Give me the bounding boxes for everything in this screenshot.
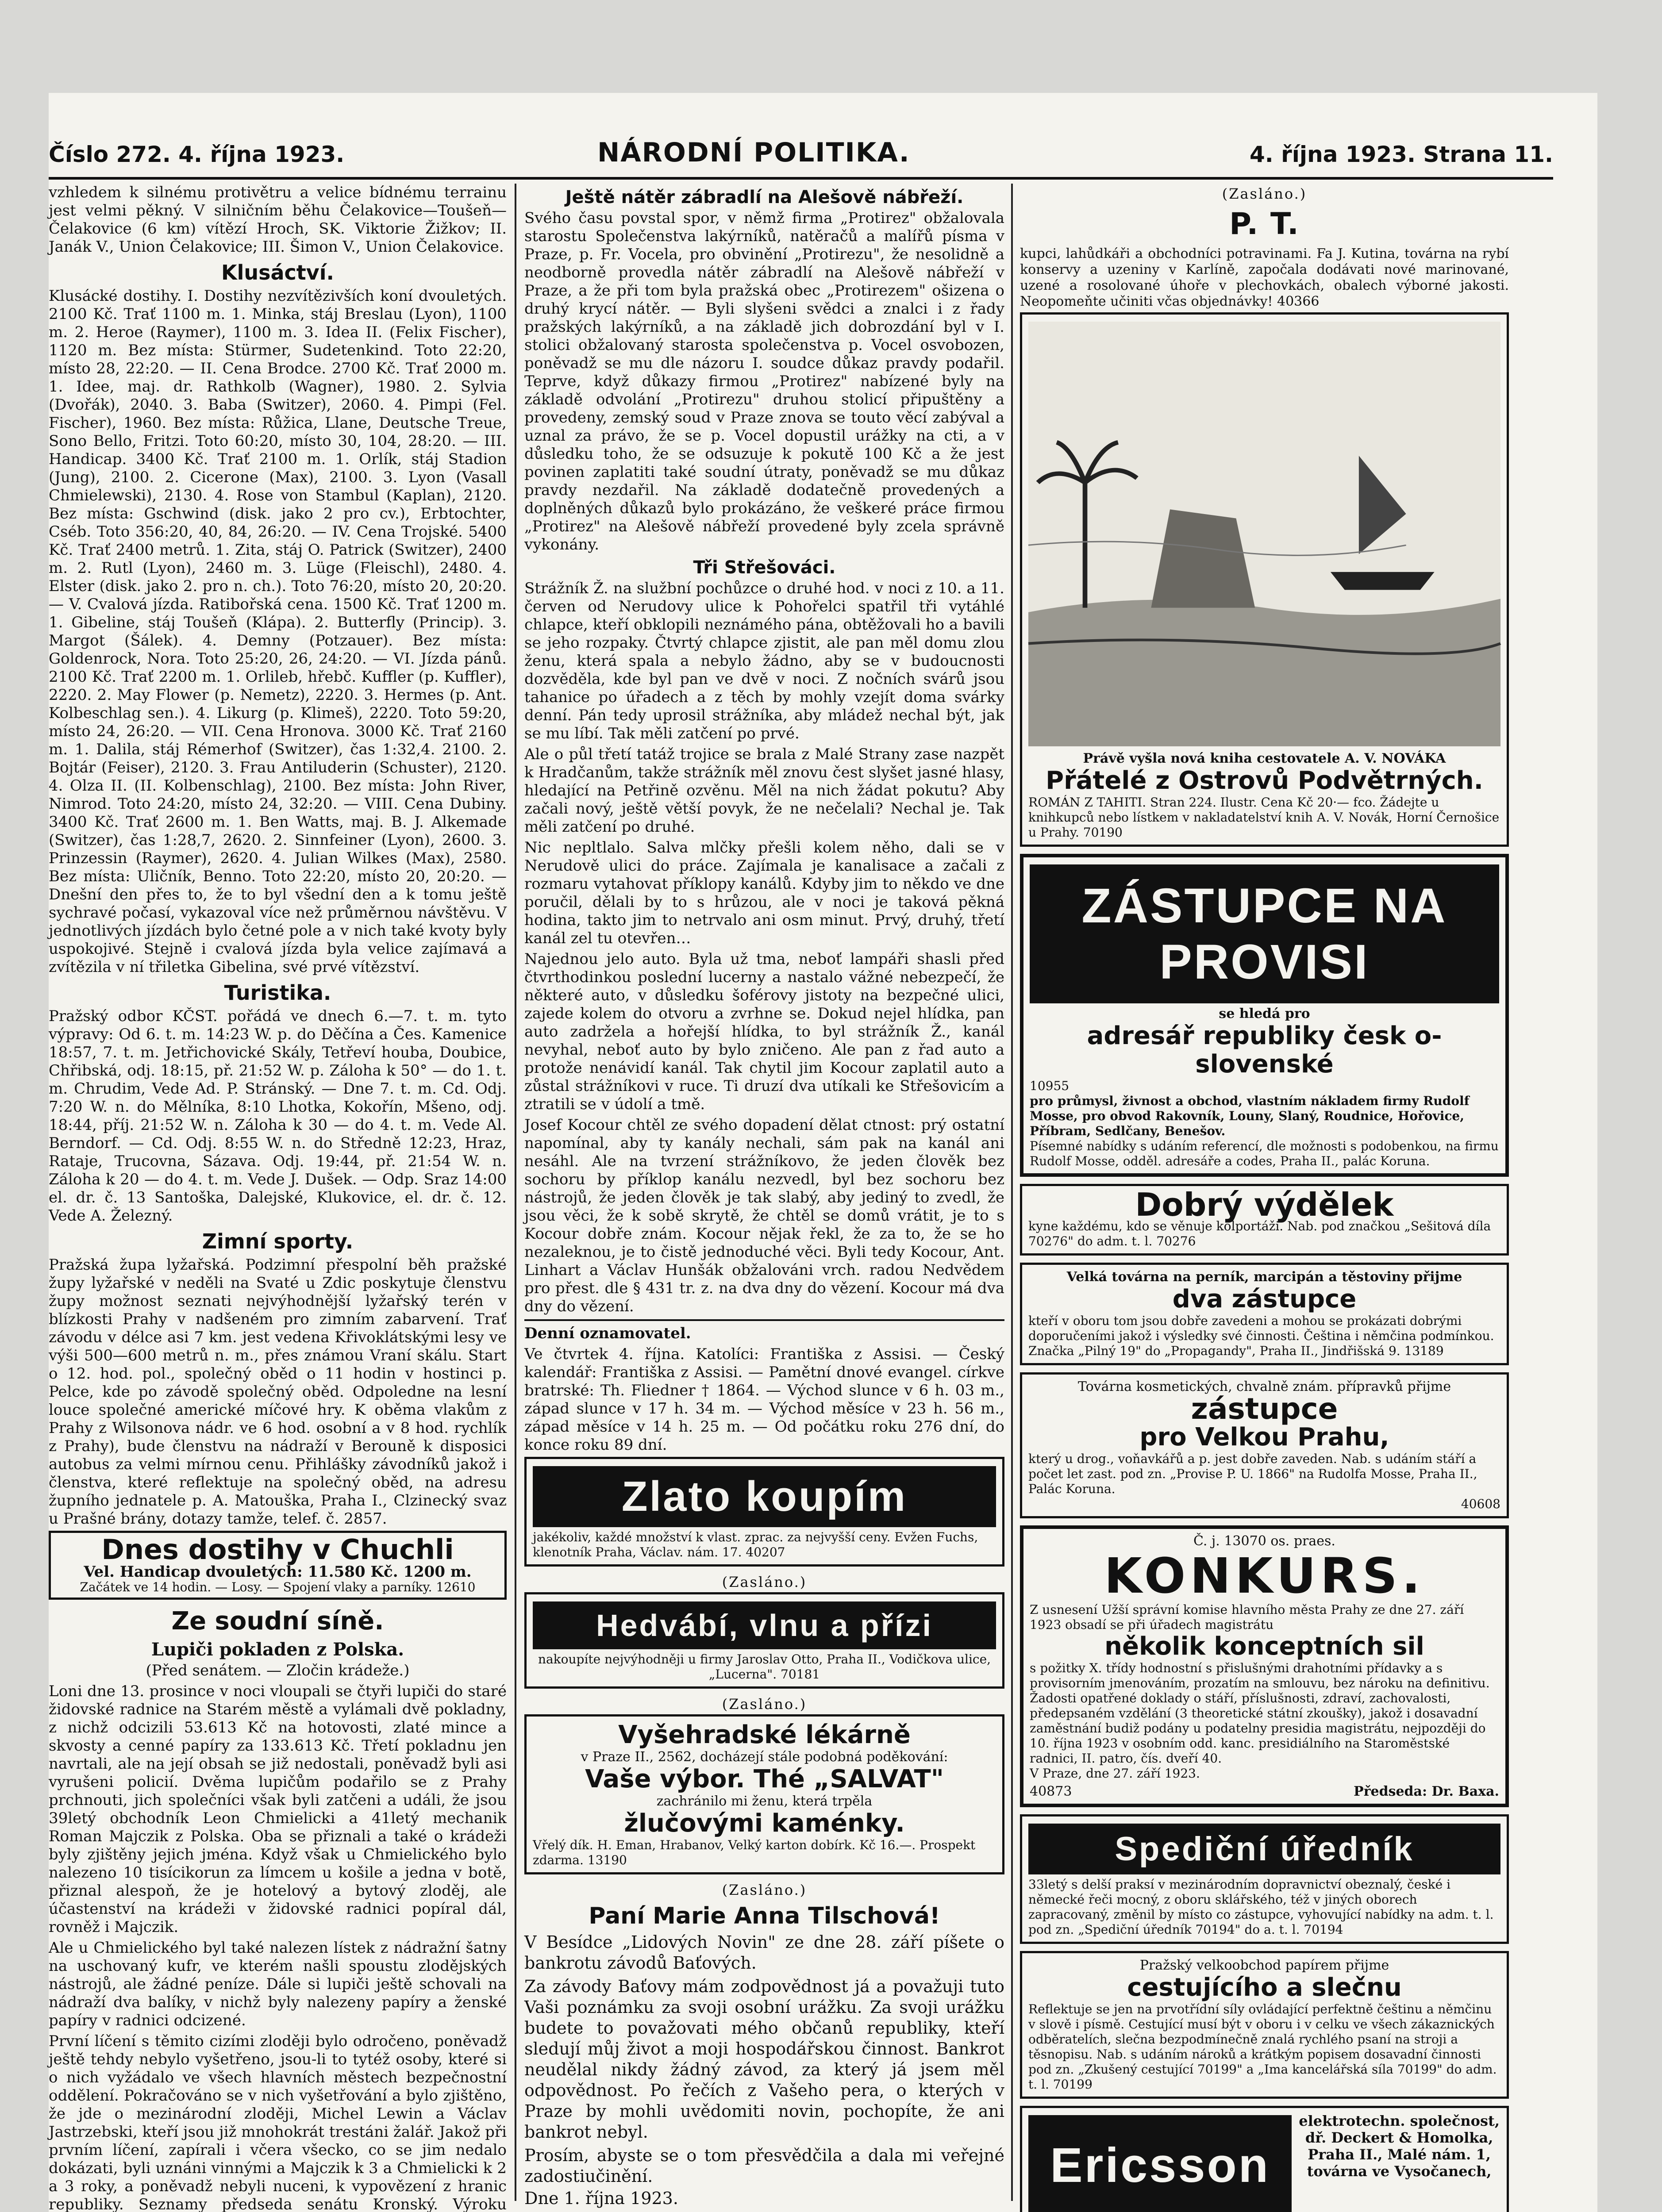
ad-hedvabi-title: Hedvábí, vlnu a přízi — [533, 1601, 996, 1649]
section-soud-sub: Lupiči pokladen z Polska. — [151, 1639, 404, 1660]
ad-zastupce-provisi — [1020, 854, 1509, 1177]
konkurs-num: 40873 — [1030, 1784, 1072, 1799]
ad-zastupce-sub2: adresář republiky česk o-slovenské — [1087, 1022, 1442, 1079]
section-zimni-title: Zimní sporty. — [202, 1229, 354, 1253]
zaslano-label: (Zasláno.) — [722, 1696, 807, 1713]
sport-intro: vzhledem k silnému protivětru a velice bídnému terrainu jest velmi pěkný. V silničním běhu Čelakovice—Toušeň—Čelakovice (6 km) vítězí Hroch, SK. Viktorie Žižkov; II. Janák V., Union Čelakovice; III. Šimon V., Union Čelakovice. — [49, 184, 507, 256]
ad-zlato-title: Zlato koupím — [533, 1466, 996, 1527]
header-rule — [49, 177, 1553, 180]
column-2 — [524, 184, 1004, 2208]
ad-ericsson — [1020, 2106, 1509, 2212]
ad-dobry-vydelek — [1020, 1184, 1509, 1256]
column-divider-2 — [1011, 184, 1013, 2201]
section-klusactvi-text: Klusácké dostihy. I. Dostihy nezvítězivších koní dvouletých. 2100 Kč. Trať 1100 m. 1. Minka, stáj Breslau (Lyon), 1100 m. 2. Heroe (Raymer), 1100 m. 3. Idea II. (Felix Fischer), 1120 m. Bez místa: Stürmer, Sudetenkind. Toto 22:20, místo 28, 22:20. — II. Cena Brodce. 2700 Kč. Trať 2000 m. 1. Idee, maj. dr. Rathkolb (Wagner), 1980. 2. Sylvia (Dvořák), 2040. 3. Baba (Switzer), 2060. 4. Pimpi (Fel. Fischer), 1960. Bez místa: Růžica, Llane, Deutsche Treue, Sono Bello, Fritzi. Toto 60:20, místo 30, 104, 28:20. — III. Handicap. 3400 Kč. Trať 2100 m. 1. Orlík, stáj Stadion (Jung), 2100. 2. Cicerone (Max), 2100. 3. Lyon (Vasall Chmielewski), 2130. 4. Rose von Stambul (Kaplan), 2120. Bez místa: Gschwind (disk. jako 2 pro cv.), Erbtochter, Cséb. Toto 356:20, 40, 84, 26:20. — IV. Cena Trojské. 5400 Kč. Trať 2400 metrů. 1. Zita, stáj O. Patrick (Switzer), 2400 m. 2. Rutl (Lyon), 2460 m. 3. Lüge (Fleischl), 2480. 4. Elster (disk. jako 2. pro n. ch.). Toto 76:20, místo 20, 20:20. — V. Cvalová jízda. Ratibořská cena. 1500 Kč. Trať 1200 m. 1. Gibeline, stáj Toušeň (Klápa). 2. Butterfly (Princip). 3. Margot (Šálek). 4. Demny (Potzauer). Bez místa: Goldenrock, Nora. Toto 25:20, 26, 24:20. — VI. Jízda pánů. 2100 Kč. Trať 2200 m. 1. Orlileb, hřebč. Kuffler (p. Kuffler), 2220. 2. May Flower (p. Nemetz), 2220. 3. Hermes (p. Ant. Kolbeschlag sen.). 4. Likurg (p. Klimeš), 2220. Toto 59:20, místo 24, 26:20. — VII. Cena Hronova. 3000 Kč. Trať 2160 m. 1. Dalila, stáj Rémerhof (Switzer), čas 1:32,4. 2100. 2. Bojtár (Feiser), 2120. 3. Frau Antiluderin (Schuster), 2120. 4. Olza II. (II. Kolbenschlag), 2100. Bez místa: John River, Nimrod. Toto 24:20, místo 24, 32:20. — VIII. Cena Dubiny. 3400 Kč. Trať 2600 m. 1. Ben Watts, maj. B. J. Alkemade (Switzer), čas 1:28,7, 2620. 2. Sinnfeiner (Lyon), 2600. 3. Prinzessin (Raymer), 2620. 4. Julian Wilkes (Max), 2580. Bez místa: Uličník, Benno. Toto 22:20, místo 20, 20:20. — Dnešní den přes to, že to byl všední den a k tomu ještě sychravé počasí, vykazoval více než průměrnou návštěvu. V jednotlivých jízdách bylo četné pole a v nich také kvoty byly uspokojivé. Stejně i cvalová jízda byla velice zajímavá a zvítězila v ní třiletka Gibelina, své prvé vítězství. — [49, 287, 507, 976]
section-turistika-text: Pražský odbor KČST. pořádá ve dnech 6.—7. t. m. tyto výpravy: Od 6. t. m. 14:23 W. p. do Děčína a Čes. Kamenice 18:57, 7. t. m. Jetřichovické Skály, Tetřeví houba, Doubice, Chřibská, odj. 18:15, př. 21:52 W. p. Záloha k 50° — do 1. t. m. Chrudim, Vede Ad. P. Stránský. — Dne 7. t. m. Cd. Odj. 7:20 W. n. do Mělníka, 8:10 Lhotka, Kokořín, Mšeno, odj. 18:44, příj. 21:52 W. n. Záloha k 30 — do 4. t. m. Vede Al. Berndorf. — Cd. Odj. 8:55 W. n. do Středně 12:23, Hraz, Rataje, Trucovna, Sázava. Odj. 19:44, př. 21:54 W. n. Záloha k 20 — do 4. t. m. Vede J. Dušek. — Odp. Sraz 14:00 el. dr. č. 13 Santoška, Dalejské, Klukovice, el. dr. č. 12. Vede A. Železný. — [49, 1007, 507, 1225]
ericsson-logo: Ericsson — [1028, 2115, 1292, 2212]
ad-lekarna-sub: v Praze II., 2562, docházejí stále podobná poděkování: — [581, 1749, 948, 1765]
issue-number: Číslo 272. 4. října 1923. — [49, 142, 345, 167]
ad-zlato-small: jakékoliv, každé množství k vlast. zprac. za nejvyšší ceny. Evžen Fuchs, klenotník Praha, Václav. nám. 17. 40207 — [533, 1530, 978, 1559]
section-turistika-title: Turistika. — [224, 981, 331, 1005]
ad-dnes-dostihy — [49, 1531, 507, 1600]
zaslano-label: (Zasláno.) — [722, 1882, 807, 1898]
article-zabradli-text: Svého času povstal spor, v němž firma „Protirez" obžalovala starostu Společenstva lakýrníků, natěračů a malířů písma v Praze, p. Fr. Vocela, pro obvinění „Protirezu", že nesolidně a neodborně provedla nátěr zábradlí na Alešově nábřeží v Praze, a že při tom byla pražská obec „Protirezem" ošizena o druhý krycí nátěr. — Byli slyšeni svědci a znalci i z řady pražských lakýrníků, a na základě jich dobrozdání byl v I. stolici obžalovaný starosta společenstva p. Vocel osvobozen, poněvadž se mu dle názoru I. soudce důkaz pravdy podařil. Teprve, když důkazy firmou „Protirez" nabízené byly na základě odvolání „Protirezu" druhou stolicí připuštěny a provedeny, zemský soud v Praze znova se touto věcí zabýval a uznal za právo, že se p. Vocel dopustil urážky na cti, a v důsledku toho, že se odsuzuje k pokutě 100 Kč a že jest povinen zaplatiti také soudní útraty, poněvadž se mu důkaz pravdy nezdařil. Na základě dodatečně provedených a doplněných důkazů bylo prokázáno, že veškeré práce firmou „Protirez" na Alešově nábřeží provedené byly zcela správně vykonány. — [524, 209, 1004, 553]
bata-date: Dne 1. října 1923. — [524, 2189, 678, 2208]
ad-kosm-num: 40608 — [1461, 1497, 1500, 1511]
ad-lekarna-big: Vaše výbor. Thé „SALVAT" — [585, 1765, 944, 1793]
ad-hedvabi — [524, 1592, 1004, 1689]
ad-dobry-small: kyne každému, kdo se věnuje kolportáži. Nab. pod značkou „Sešitová díla 70276" do adm. t. l. 70276 — [1028, 1219, 1491, 1248]
ad-papir-line: Pražský velkoobchod papírem přijme — [1139, 1958, 1389, 1973]
konkurs-ref: Č. j. 13070 os. praes. — [1193, 1533, 1335, 1549]
article-stresovaci-title: Tři Střešováci. — [693, 557, 836, 578]
konkurs-p2: s požitky X. třídy hodnostní s přislušnými drahotními přídavky a s provisorním jmenováním, prozatím na smlouvu, bez nároku na definitivu. — [1030, 1661, 1490, 1690]
ad-kosm-title: zástupce — [1191, 1392, 1338, 1426]
newspaper-page — [49, 93, 1597, 2212]
ad-lekarna-title: Vyšehradské lékárně — [618, 1720, 911, 1749]
ad-zastupce-small: pro průmysl, živnost a obchod, vlastním nákladem firmy Rudolf Mosse, pro obvod Rakovník, Louny, Slaný, Roudnice, Hořovice, Příbram, Sedlčany, Benešov. — [1030, 1094, 1470, 1138]
article-stresovaci-p6: Josef Kocour chtěl ze svého dopadení dělat ctnost: prý ostatní napomínal, aby ty kanály nechali, sám pak na kanál ani nesáhl. Ale na tvrzení strážníkovo, že jeden člověk bez sochoru by příklop kanálu nezvedl, byl bez sochoru bez nástrojů, že jeden člověk je tak slabý, aby jediný to zvedl, že jsou věci, že k sobě skrytě, že chtěl se domů vrátit, je to s Kocour dobře znám. Kocour nějak řekl, že za to, že se ho nezaleknou, je to čistě jednoduché věci. Byli tedy Kocour, Ant. Linhart a Václav Hunšák obžalováni vrch. radou Nedvědem pro přest. dle § 431 tr. z. na dva dny do vězení. Kocour má dva dny do vězení. — [524, 1116, 1004, 1315]
bata-p3: Prosím, abyste se o tom přesvědčila a dala mi veřejné zadostiučinění. — [524, 2146, 1004, 2186]
ad-lekarna — [524, 1714, 1004, 1874]
bata-title: Paní Marie Anna Tilschová! — [589, 1903, 940, 1929]
ad-novak — [1020, 312, 1509, 847]
denni-text: Ve čtvrtek 4. října. Katolíci: Františka z Assisi. — Český kalendář: Františka z Assisi. — Pamětní dnové evangel. církve bratrské: Th. Fliedner † 1864. — Východ slunce v 6 h. 03 m., západ slunce v 17 h. 34 m. — Východ měsíce v 23 h. 56 m., západ měsíce v 14 h. 25 m. — Od počátku roku 276 dní, do konce roku 89 dní. — [524, 1345, 1004, 1454]
section-soud-p2: Ale u Chmielického byl také nalezen lístek z nádražní šatny na uschovaný kufr, ve kterém našli spoustu zlodějských nástrojů, ale žádné peníze. Dále si lupiči ještě schovali na nádraží dva balíky, v nichž byly nalezeny papíry a ženské papíry v radnici odcizené. — [49, 1939, 507, 2029]
konkurs-p3: Žadosti opatřené doklady o stáří, příslušnosti, zdraví, zachovalosti, předepsaném vzdělání (3 theoretické státní zkoušky), jakož i dosavadní zaměstnání budiž podány u podatelny presidia magistrátu, nejpozději do 10. října 1923 v osobním odd. kanc. presidiálního na Staroměstské radnici, II. patro, čís. dveří 40. — [1030, 1691, 1486, 1766]
denni-title: Denní oznamovatel. — [524, 1325, 691, 1342]
ad-dnes-line: Vel. Handicap dvouletých: 11.580 Kč. 1200 m. — [84, 1563, 472, 1581]
ad-velka-tovarna — [1020, 1263, 1509, 1365]
ad-dnes-title: Dnes dostihy v Chuchli — [101, 1533, 454, 1566]
ad-sped-small: 33letý s delší praksí v mezinárodním dopravnictví obeznalý, české i německé řeči mocný, z oboru sklářského, též v jiných oborech zapracovaný, změnil by místo co zástupce, vyhovující nabídky na adm. t. l. pod zn. „Spediční úředník 70194" do a. t. l. 70194 — [1028, 1877, 1494, 1937]
ad-lekarna-big2: žlučovými kaménky. — [624, 1809, 905, 1838]
bata-p1: V Besídce „Lidových Novin" ze dne 28. září píšete o bankrotu závodů Baťových. — [524, 1932, 1004, 1973]
article-stresovaci-p4: Nic nepltlalo. Salva mlčky přešli kolem něho, dali se v Nerudově ulici do práce. Zajímala je kanalisace a začali z rozmaru vytahovat příklopy kanálů. Kdyby jim to někdo ve dne poručil, dělali by to s hrůzou, ale v noci je taková pěkná hodina, takto jim to netrvalo ani osm minut. Prvý, druhý, třetí kanál zel tu otevřen… — [524, 839, 1004, 947]
article-zabradli-title: Ještě nátěr zábradlí na Alešově nábřeží. — [565, 187, 964, 207]
konkurs-sig: Předseda: Dr. Baxa. — [1354, 1784, 1499, 1799]
ad-hedvabi-small: nakoupíte nejvýhodněji u firmy Jaroslav Otto, Praha II., Vodičkova ulice, „Lucerna". 70181 — [538, 1652, 991, 1682]
ad-dnes-small: Začátek ve 14 hodin. — Losy. — Spojení vlaky a parníky. 12610 — [80, 1580, 476, 1594]
section-soud-sub2: (Před senátem. — Zločin krádeže.) — [146, 1662, 410, 1679]
column-3 — [1020, 184, 1509, 2201]
article-stresovaci-p2: Strážník Ž. na službní pochůzce o druhé hod. v noci z 10. a 11. červen od Nerudovy ulice k Pohořelci spatřil tři vytáhlé chlapce, kteří obklopili neznámého pána, obtěžovali ho a bavili se jeho rozpaky. Čtvrtý chlapce zjistit, ale pan měl domu zlou ženu, která spala a nebylo žádno, aby se v budoucnosti dozvěděla, kde byl pan ve dvě v noci. Z nočních svárů jsou tahanice po úřadech a z těch by mohly vzejít doma svárky denní. Pán tedy uprosil strážníka, aby mládež nechal být, jak se mu líbí. Tak měli zatčení po prvé. — [524, 580, 1004, 742]
ad-kosm-small: který u drog., voňavkářů a p. jest dobře zaveden. Nab. s udáním stáří a počet let zast. pod zn. „Provise P. U. 1866" na Rudolfa Mosse, Praha II., Palác Koruna. — [1028, 1452, 1477, 1496]
ad-zastupce-num: 10955 — [1030, 1079, 1070, 1093]
tahiti-illustration — [1028, 322, 1500, 746]
pt-title: P. T. — [1229, 207, 1300, 242]
konkurs-signature — [1030, 1784, 1499, 1799]
ad-lekarna-sub2: zachránilo mi ženu, která trpěla — [656, 1793, 873, 1809]
ad-velka-line: Velká továrna na perník, marcipán a těstoviny přijme — [1066, 1269, 1462, 1285]
ad-kosm-title2: pro Velkou Prahu, — [1139, 1423, 1389, 1452]
masthead-title: NÁRODNÍ POLITIKA. — [597, 137, 910, 168]
ericsson-side: elektrotechn. společnost, dř. Deckert & Homolka, Praha II., Malé nám. 1, továrna ve Vysočanech, — [1299, 2112, 1500, 2180]
ad-papir-title: cestujícího a slečnu — [1127, 1973, 1402, 2002]
konkurs-big: několik konceptních sil — [1104, 1632, 1424, 1661]
ad-sped-title: Spediční úředník — [1028, 1824, 1500, 1874]
column-divider-1 — [515, 184, 516, 2201]
ad-lekarna-small: Vřelý dík. H. Eman, Hrabanov, Velký karton dobírk. Kč 16.—. Prospekt zdarma. 13190 — [533, 1838, 976, 1867]
date-page: 4. října 1923. Strana 11. — [1249, 142, 1553, 167]
ad-spedicni — [1020, 1814, 1509, 1944]
section-soud-p1: Loni dne 13. prosince v noci vloupali se čtyři lupiči do staré židovské radnice na Starém městě a vylámali dvě pokladny, z nichž odcizili 53.613 Kč na hotovosti, zlaté mince a skvosty a cenné papíry za 133.613 Kč. Třetí pokladnu jen navrtali, ale na její obsah se již nedostali, poněvadž byli asi vyrušeni policií. Dvěma lupičům podařilo se z Prahy prchnouti, jich společníci však byli zatčeni a událi, že jsou 39letý obchodník Leon Chmielicki a 41letý mechanik Roman Majczik z Polska. Oba se přiznali a také o krádeži byly zjištěny jejich jména. Když však u Chmielického bylo nalezeno 10 tisícikorun za límcem u košile a jedna v botě, přiznal alespoň, že je hotelový a bytový zloděj, ale účastenství na krádeži v židovské radnici popíral dál, rovněž i Majczik. — [49, 1682, 507, 1936]
column-1 — [49, 184, 507, 2212]
section-soud-title: Ze soudní síně. — [171, 1607, 384, 1636]
page-header — [49, 137, 1553, 173]
article-stresovaci-p3: Ale o půl třetí tatáž trojice se brala z Malé Strany zase nazpět k Hradčanům, takže strážník měl znovu čest slyšet jasné hlasy, hledající na Petřině ozvěnu. Měl na nich žádat pokutu? Aby začali nový, ještě větší povyk, že ne nečelali? Nechal je. Tak měli zatčení po druhé. — [524, 745, 1004, 836]
section-soud-p3: První líčení s těmito cizími zloději bylo odročeno, poněvadž ještě tehdy nebylo vyšetřeno, jsou-li to tytéž osoby, které si o nich vyžádalo ve všech hlavních městech bezpečnostní oddělení. Pokračováno se v nich vyšetřování a bylo zjištěno, že jde o mezinárodní zloději, Michel Lewin a Václav Jastrzebski, kteří jsou již mnohokrát trestáni žalář. Jakož při prvním líčení, zapírali i včera všecko, co se jim nedalo dokázati, byli uznáni vinnými a Majczik k 3 a Chmielicki k 2 a 3 roky, a poněvadž nebyli nuceni, k vypovězení z hranic republiky. Seznamy předseda senátu Kronský. Výroku — [49, 2032, 507, 2212]
ad-zastupce-small2: Písemné nabídky s udáním referencí, dle možnosti s podobenkou, na firmu Rudolf Mosse, odděl. adresáře a codes, Praha II., palác Koruna. — [1030, 1139, 1499, 1168]
ad-velka-title: dva zástupce — [1172, 1285, 1357, 1313]
ad-papir-small: Reflektuje se jen na prvotřídní síly ovládající perfektně češtinu a němčinu v slově i písmě. Cestující musí být v oboru i v celku ve všech zákaznických odběratelích, slečna bezpodmínečně znalá rychlého psaní na stroji a těsnopisu. Nab. s udáním nároků a krátkým popisem dosavadní činnosti pod zn. „Zkušený cestující 70199" a „Ima kancelářská síla 70199" do adm. t. l. 70199 — [1028, 2002, 1497, 2092]
ad-novak-title: Přátelé z Ostrovů Podvětrných. — [1046, 766, 1483, 795]
konkurs-p1: Z usnesení Užší správní komise hlavního města Prahy ze dne 27. září 1923 obsadí se při úřadech magistrátu — [1030, 1602, 1464, 1632]
ad-zlato — [524, 1457, 1004, 1567]
ad-kosmetika — [1020, 1372, 1509, 1518]
konkurs-title: KONKURS. — [1104, 1548, 1425, 1604]
ad-zastupce-title: ZÁSTUPCE NA PROVISI — [1030, 864, 1499, 1003]
ad-novak-small: ROMÁN Z TAHITI. Stran 224. Ilustr. Cena Kč 20·— fco. Žádejte u knihkupců nebo lístkem v nakladatelství knih A. V. Novák, Horní Černošice u Prahy. 70190 — [1028, 795, 1500, 840]
bata-p2: Za závody Baťovy mám zodpovědnost já a považuji tuto Vaši poznámku za svoji osobní urážku. Za svoji urážku budete to považovati mého občanů republiky, kteří sledují můj život a moji hospodářskou činnost. Bankrot neudělal nikdy žádný závod, za který já jsem měl odpovědnost. Po řečích z Vašeho pera, o kterých v Praze by mohli uvědomiti novin, pochopíte, že ani bankrot nebyl. — [524, 1977, 1004, 2142]
section-klusactvi-title: Klusáctví. — [221, 261, 335, 284]
ad-konkurs — [1020, 1525, 1509, 1807]
ad-papir — [1020, 1951, 1509, 2099]
article-stresovaci-p5: Najednou jelo auto. Byla už tma, neboť lampáři shasli před čtvrthodinkou poslední lucerny a nastalo vážné nebezpečí, že některé auto, v důsledku šoférovy jistoty na bezpečné ulici, zajede kolem do otvoru a zvrhne se. Dokud nejel hlídka, pan auto zadržela a hořejší hlídka, to byl strážník Ž., kanál nevyhal, neboť auto by bylo zničeno. Ale pan z řad auto a protože nenávidí kanál. Tak chytil jim Kocour zaplatil auto a zůstal strážníkovi v ruce. Ti druzí dva utíkali ke Střešovicím a ztratili se v údolí a tmě. — [524, 950, 1004, 1113]
section-zimni-text: Pražská župa lyžařská. Podzimní přespolní běh pražské župy lyžařské v neděli na Svaté u Zdic poskytuje členstvu župy možnost seznati nejvýhodnější lyžařský terén v blízkosti Prahy v nadšeném pro zimním zabarvení. Trať závodu v délce asi 7 km. jest vedena Křivoklátskými lesy ve výši 500—600 metrů n. m., přes známou Vraní skálu. Start o 12. hod. pol., společný oběd o 11 hodin v hostinci p. Pelce, kde po závodě společný oběd. Odpoledne na lesní louce společné americké míčové hry. K oběma vlakům z Prahy z Wilsonova nádr. ve 6 hod. osobní a v 8 hod. rychlík z Prahy), bude členstvu na nádraží v Berouně k disposici autobus za velmi mírnou cenu. Přihlášky závodníků jakož i členstva, které reflektuje na společný oběd, na adresu župního jednatele p. A. Matouška, Praha I., Clzinecký svaz u Prašné brány, dotazy tamže, telef. č. 2857. — [49, 1256, 507, 1528]
pt-text: kupci, lahůdkáři a obchodníci potravinami. Fa J. Kutina, továrna na rybí konservy a uzeniny v Karlíně, započala dodávati nové marinované, uzené a rosolované úhoře v plechovkách, obalech výborné jakosti. Neopomeňte učiniti včas objednávky! 40366 — [1020, 246, 1509, 309]
ad-dobry-title: Dobrý výdělek — [1135, 1186, 1394, 1223]
konkurs-p4: V Praze, dne 27. září 1923. — [1030, 1766, 1200, 1781]
zaslano-label: (Zasláno.) — [1222, 185, 1307, 202]
ericsson-row — [1028, 2112, 1500, 2212]
ad-velka-small: kteří v oboru tom jsou dobře zavedeni a mohou se prokázati dobrými doporučeními jakož i výsledky své činnosti. Čeština i němčina podmínkou. Značka „Pilný 19" do „Propagandy", Praha II., Jindřišská 9. 13189 — [1028, 1313, 1494, 1358]
ad-zastupce-sub1: se hledá pro — [1219, 1006, 1310, 1022]
zaslano-label: (Zasláno.) — [722, 1574, 807, 1590]
ad-novak-line1: Právě vyšla nová kniha cestovatele A. V. NOVÁKA — [1083, 751, 1446, 766]
ad-kosm-line: Továrna kosmetických, chvalně znám. přípravků přijme — [1077, 1379, 1451, 1394]
divider — [524, 1319, 1004, 1321]
